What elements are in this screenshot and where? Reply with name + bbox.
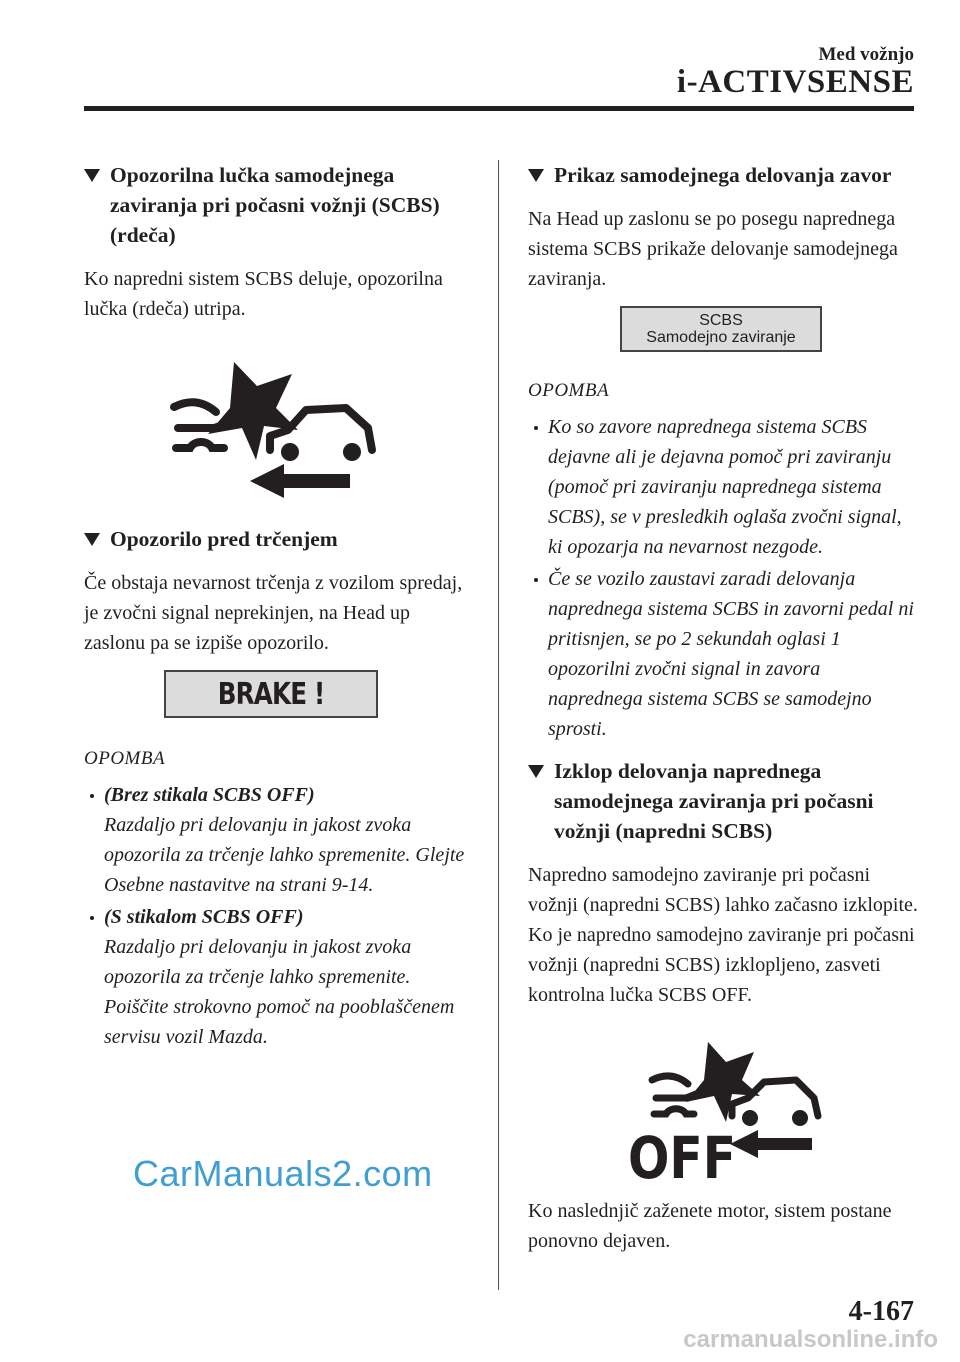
note-text: Razdaljo pri delovanju in jakost zvoka opozorila za trčenje lahko spremenite. Glejte Osebne nastavitve na strani 9-14. bbox=[104, 814, 465, 896]
heading-scbs-deactivation: Izklop delovanja naprednega samodejnega zaviranja pri počasni vožnji (napredni SCBS) bbox=[528, 756, 920, 846]
scbs-off-icon bbox=[528, 1036, 920, 1184]
footer-site-watermark: carmanualsonline.info bbox=[683, 1326, 938, 1353]
scbs-display bbox=[620, 306, 822, 352]
note-title: OPOMBA bbox=[84, 748, 166, 769]
paragraph-scbs-warning-light: Ko napredni sistem SCBS deluje, opozorilna lučka (rdeča) utripa. bbox=[84, 268, 443, 320]
scbs-display-line2: Samodejno zaviranje bbox=[646, 329, 796, 346]
list-item bbox=[84, 902, 474, 1052]
paragraph-scbs-reactivation: Ko naslednjič zaženete motor, sistem postane ponovno dejaven. bbox=[528, 1200, 892, 1252]
left-column bbox=[84, 160, 474, 1054]
triangle-bullet-icon bbox=[528, 765, 544, 778]
list-item bbox=[528, 412, 920, 562]
note-list bbox=[84, 780, 474, 1052]
note-list bbox=[528, 412, 920, 744]
triangle-bullet-icon bbox=[84, 533, 100, 546]
note-lead: (Brez stikala SCBS OFF) bbox=[104, 784, 315, 806]
right-column bbox=[528, 160, 920, 1268]
paragraph-collision-warning: Če obstaja nevarnost trčenja z vozilom spredaj, je zvočni signal neprekinjen, na Head up zaslonu pa se izpiše opozorilo. bbox=[84, 572, 463, 654]
paragraph-auto-brake-display: Na Head up zaslonu se po posegu naprednega sistema SCBS prikaže delovanje samodejnega zaviranja. bbox=[528, 208, 898, 290]
bullet-dot-icon bbox=[534, 578, 538, 582]
note-text: Če se vozilo zaustavi zaradi delovanja naprednega sistema SCBS in zavorni pedal ni pritisnjen, se po 2 sekundah oglasi 1 opozorilni zvočni signal in zavora naprednega sistema SCBS se samodejno sprosti. bbox=[548, 568, 914, 740]
paragraph-scbs-deactivation-2: Ko je napredno samodejno zaviranje pri počasni vožnji (napredni SCBS) izklopljeno, zasveti kontrolna lučka SCBS OFF. bbox=[528, 924, 915, 1006]
bullet-dot-icon bbox=[90, 794, 94, 798]
column-divider bbox=[498, 160, 499, 1290]
heading-scbs-warning-light: Opozorilna lučka samodejnega zaviranja pri počasni vožnji (SCBS) (rdeča) bbox=[84, 160, 474, 250]
header-rule bbox=[84, 106, 914, 111]
heading-auto-brake-display: Prikaz samodejnega delovanja zavor bbox=[528, 160, 920, 190]
section-title: Med vožnjo bbox=[818, 44, 914, 65]
scbs-display-line1: SCBS bbox=[699, 312, 743, 329]
paragraph-scbs-deactivation-1: Napredno samodejno zaviranje pri počasni vožnji (napredni SCBS) lahko začasno izklopite. bbox=[528, 864, 918, 916]
collision-warning-icon bbox=[84, 352, 474, 502]
note-title: OPOMBA bbox=[528, 380, 610, 401]
triangle-bullet-icon bbox=[528, 169, 544, 182]
brake-display-text: BRAKE ! bbox=[217, 676, 325, 712]
list-item bbox=[528, 564, 920, 744]
triangle-bullet-icon bbox=[84, 169, 100, 182]
heading-collision-warning: Opozorilo pred trčenjem bbox=[84, 524, 474, 554]
note-lead: (S stikalom SCBS OFF) bbox=[104, 906, 304, 928]
page-number: 4-167 bbox=[848, 1296, 914, 1327]
watermark: CarManuals2.com bbox=[133, 1153, 433, 1194]
bullet-dot-icon bbox=[534, 426, 538, 430]
bullet-dot-icon bbox=[90, 916, 94, 920]
note-text: Razdaljo pri delovanju in jakost zvoka opozorila za trčenje lahko spremenite. Poiščite strokovno pomoč na pooblaščenem servisu vozil Mazda. bbox=[104, 936, 455, 1048]
list-item bbox=[84, 780, 474, 900]
scbs-warning-light-figure bbox=[84, 352, 474, 502]
off-label: OFF bbox=[628, 1124, 736, 1184]
note-text: Ko so zavore naprednega sistema SCBS dejavne ali je dejavna pomoč pri zaviranju (pomoč pri zaviranju naprednega sistema SCBS), se v presledkih oglaša zvočni signal, ki opozarja na nevarnost nezgode. bbox=[548, 416, 902, 558]
scbs-off-light-figure bbox=[528, 1036, 920, 1184]
chapter-title: i-ACTIVSENSE bbox=[676, 64, 914, 100]
brake-display bbox=[164, 670, 378, 718]
